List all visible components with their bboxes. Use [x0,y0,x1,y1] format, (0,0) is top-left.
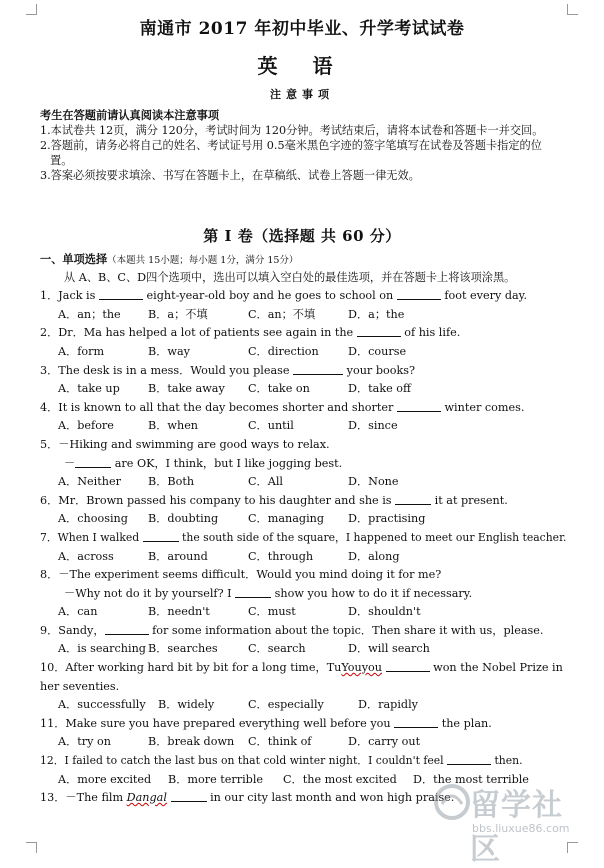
q2-text-a: 2．Dr．Ma has helped a lot of patients see again in the [40,326,354,340]
q4-blank [397,400,441,412]
q2-option-c: C．direction [248,344,319,358]
q8-option-b: B．needn't [148,605,210,619]
q6-option-c: C．managing [248,512,325,526]
q3-text-a: 3．The desk is in a mess．Would you please [40,363,290,377]
question-11 [40,715,570,734]
q11-blank [394,716,438,728]
q12-text-b: then. [494,754,523,768]
q10-name: Youyou [341,661,382,675]
q10-option-d: D．rapidly [358,698,418,712]
q13-blank [171,790,207,802]
q12-blank [447,753,491,765]
question-8 [40,566,570,585]
q13-film: Dangal [126,791,167,805]
q9-blank [105,623,149,635]
q6-option-b: B．doubting [148,512,219,526]
q5-option-c: C．All [248,475,283,489]
q3-option-d: D．take off [348,382,411,396]
watermark-url: bbs.liuxue86.com [472,822,570,835]
q2-option-a: A．form [58,344,105,358]
q10-text-b: won the Nobel Prize in [433,661,563,675]
q7-option-b: B．around [148,549,208,563]
q8-text-a: 8．－The experiment seems difficult．Would you mind doing it for me? [40,568,442,582]
q1-text-c: foot every day. [444,289,528,303]
subject-title: 英 语 [257,54,347,78]
q5-option-a: A．Neither [58,475,121,489]
section-intro: 从 A、B、C、D四个选项中，选出可以填入空白处的最佳选项，并在答题卡上将该项涂黑。 [64,270,516,284]
q11-options [40,733,570,752]
q13-text-b: in our city last month and won high praise. [210,791,455,805]
question-12 [40,752,570,771]
q3-option-b: B．take away [148,382,225,396]
q11-text-a: 11．Make sure you have prepared everything well before you [40,716,391,730]
q1-text-a: 1．Jack is [40,289,96,303]
q11-option-c: C．think of [248,735,312,749]
q7-options [40,548,570,567]
notice-heading: 注意事项 [270,88,334,101]
q3-option-a: A．take up [58,382,120,396]
q11-option-a: A．try on [58,735,111,749]
q6-blank [395,493,431,505]
section-title: 一、单项选择 [40,252,108,266]
q10-option-c: C．especially [248,698,324,712]
instruction-item-1: 1.本试卷共 12页，满分 120分，考试时间为 120分钟。考试结束后，请将本试卷和答题卡一并交回。 [40,124,544,137]
q3-text-b: your books? [346,363,415,377]
instruction-item-3: 3.答案必须按要求填涂、书写在答题卡上，在草稿纸、试卷上答题一律无效。 [40,169,420,182]
q3-blank [293,363,343,375]
q5-text-b: － [64,456,76,470]
q12-option-b: B．more terrible [168,772,264,786]
q8-option-c: C．must [248,605,296,619]
q8-option-d: D．shouldn't [348,605,421,619]
q10-option-a: A．successfully [58,698,146,712]
instructions [40,108,560,183]
q11-text-b: the plan. [441,716,492,730]
q6-text-a: 6．Mr．Brown passed his company to his daughter and she is [40,493,392,507]
q6-options [40,510,570,529]
q2-options [40,343,570,362]
section-heading [40,250,570,269]
q12-text-a: 12．I failed to catch the last bus on that cold winter night．I couldn't feel [40,754,444,768]
q1-option-b: B．a；不填 [148,307,208,321]
q9-option-b: B．searches [148,642,218,656]
q5-options [40,473,570,492]
q7-blank [143,530,179,542]
question-1 [40,287,570,306]
q5-text-a: 5．－Hiking and swimming are good ways to relax. [40,437,330,451]
q7-option-a: A．across [58,549,114,563]
q4-text-a: 4．It is known to all that the day becomes shorter and shorter [40,400,394,414]
q9-option-a: A．is searching [58,642,146,656]
q1-option-c: C．an；不填 [248,307,316,321]
q1-option-a: A．an；the [58,307,121,321]
q4-option-b: B．when [148,419,199,433]
question-9 [40,622,570,641]
q2-blank [357,325,401,337]
q11-option-d: D．carry out [348,735,421,749]
q1-options [40,306,570,325]
q1-text-b: eight-year-old boy and he goes to school on [146,289,394,303]
question-area [40,250,570,808]
q7-option-d: D．along [348,549,400,563]
q4-option-c: C．until [248,419,294,433]
exam-title: 南通市 2017 年初中毕业、升学考试试卷 [139,19,465,39]
question-6 [40,492,570,511]
instructions-heading: 考生在答题前请认真阅读本注意事项 [40,108,220,122]
question-3 [40,362,570,381]
question-8-reply [40,585,570,604]
q12-option-d: D．the most terrible [413,772,529,786]
q10-options [40,696,570,715]
question-2 [40,324,570,343]
q13-text-a: 13．－The film [40,791,124,805]
q5-option-b: B．Both [148,475,195,489]
question-7 [40,529,570,548]
q6-option-a: A．choosing [58,512,128,526]
q1-blank-1 [99,288,143,300]
question-10-cont [40,678,570,697]
q8-blank [235,586,271,598]
part-title: 第 I 卷（选择题 共 60 分） [203,227,401,245]
q5-option-d: D．None [348,475,399,489]
q1-option-d: D．a；the [348,307,405,321]
q10-option-b: B．widely [158,698,215,712]
watermark [432,778,582,867]
q6-option-d: D．practising [348,512,426,526]
section-note: （本题共 15小题；每小题 1分，满分 15分） [107,255,299,266]
q10-blank [386,660,430,672]
q2-option-b: B．way [148,344,190,358]
q4-text-b: winter comes. [444,400,525,414]
question-5 [40,436,570,455]
q8-options [40,603,570,622]
question-4 [40,399,570,418]
q8-text-c: show you how to do it if necessary. [274,586,473,600]
q10-text-c: her seventies. [40,679,120,693]
q7-text-b: the south side of the square，I happened to meet our English teacher. [182,530,567,544]
q9-option-d: D．will search [348,642,430,656]
q7-text-a: 7．When I walked [40,530,140,544]
watermark-text: 留学社区 [470,788,563,867]
q2-option-d: D．course [348,344,407,358]
watermark-logo-icon [432,782,472,822]
q8-text-b: －Why not do it by yourself? I [64,586,232,600]
q9-options [40,640,570,659]
q1-blank-2 [397,288,441,300]
q9-text-a: 9．Sandy， [40,623,105,637]
q3-options [40,380,570,399]
q4-option-a: A．before [58,419,114,433]
q11-option-b: B．break down [148,735,235,749]
q2-text-b: of his life. [404,326,461,340]
q5-blank [75,456,111,468]
q10-text-a: 10．After working hard bit by bit for a long time，Tu [40,661,342,675]
q7-option-c: C．through [248,549,314,563]
question-5-reply [40,455,570,474]
q8-option-a: A．can [58,605,98,619]
q3-option-c: C．take on [248,382,310,396]
q9-text-b: for some information about the topic．Then share it with us，please. [152,623,544,637]
q12-option-a: A．more excited [58,772,152,786]
q5-text-c: are OK，I think，but I like jogging best. [114,456,343,470]
q4-option-d: D．since [348,419,398,433]
q9-option-c: C．search [248,642,306,656]
q12-option-c: C．the most excited [283,772,397,786]
q4-options [40,417,570,436]
instruction-item-2: 2.答题前，请务必将自己的姓名、考试证号用 0.5毫米黑色字迹的签字笔填写在试卷及答题卡指定的位置。 [40,139,542,167]
q6-text-b: it at present. [434,493,508,507]
crop-mark-bottom-left [26,842,37,853]
question-10 [40,659,570,678]
